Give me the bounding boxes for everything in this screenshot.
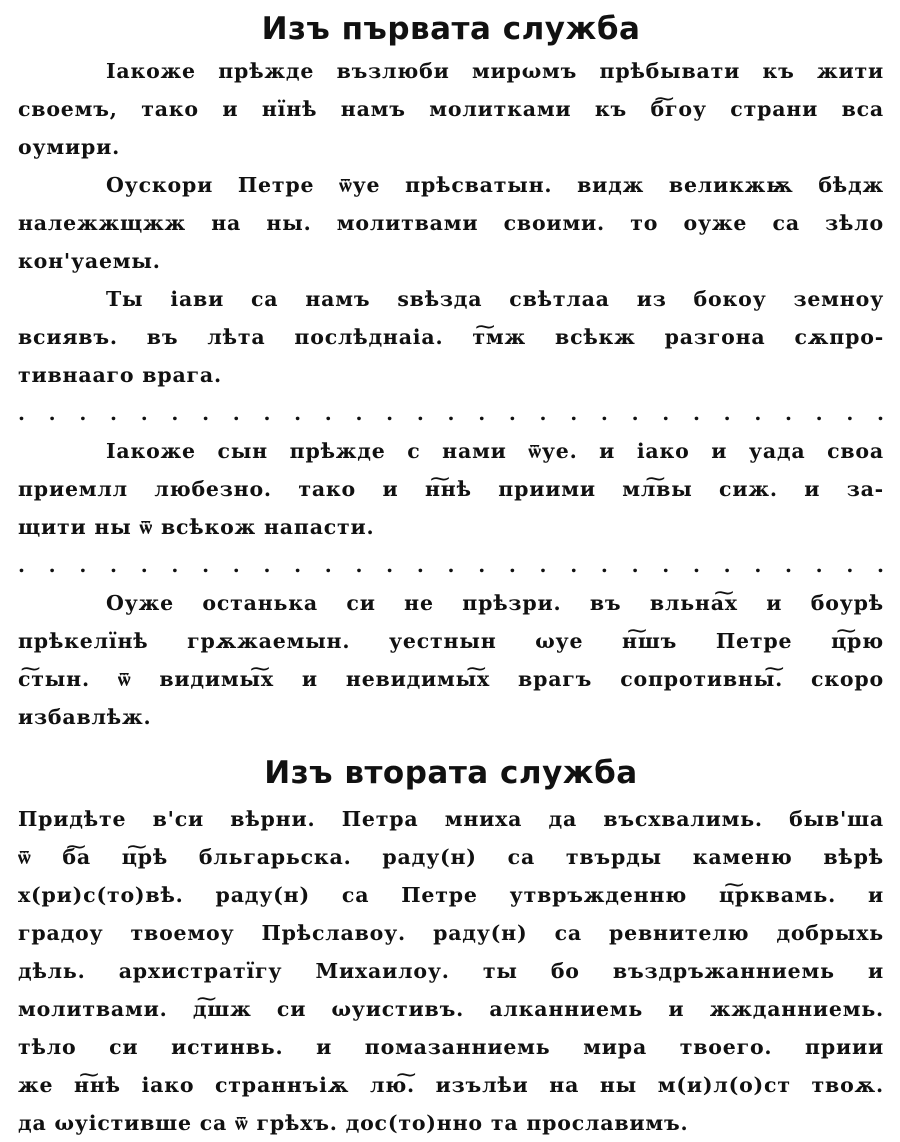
text-line: приемлл любезно. тако и н͠нѣ приими мл͠вы сиж. и за- <box>18 477 884 501</box>
text-line: Ты іави са намъ ѕвѣзда свѣтлаа из бокоу земноу <box>106 287 884 311</box>
text-line: дѣль. архистратїгу Михаилоу. ты бо въздръжанниемь и <box>18 959 884 983</box>
text-line: же н͠нѣ іако страннъіѫ лю͠. изълѣи на ны м(и)л(о)ст твоѫ. <box>18 1073 884 1097</box>
text-line: избавлѣж. <box>18 705 152 729</box>
text-line: оумири. <box>18 135 121 159</box>
text-line: Іакоже прѣжде възлюби мирωмъ прѣбывати къ жити <box>106 59 884 83</box>
text-line: кон'уаемы. <box>18 249 161 273</box>
text-line: молитвами. д͠шж си ωуистивъ. алканниемь и жжданниемь. <box>18 997 884 1021</box>
text-line: Оускори Петре ѿуе прѣсватын. видж великжѭ бѣдж <box>106 173 884 197</box>
text-line: с͠тын. ѿ видимы͠х и невидимы͠х врагъ сопротивны͠. скоро <box>18 667 884 691</box>
text-line: х(ри)с(то)вѣ. раду(н) са Петре утвръжденню ц͠рквамь. и <box>18 883 884 907</box>
text-line: належжщжж на ны. молитвами своими. то оуже са зѣло <box>18 211 884 235</box>
paragraph-6 <box>18 800 884 1142</box>
text-line: прѣкелїнѣ грѫжаемын. уестнын ωуе н͠шъ Петре ц͠рю <box>18 629 884 653</box>
paragraph-2 <box>18 166 884 280</box>
section-1-title: Изъ първата служба <box>261 11 641 47</box>
text-line: да ωуістивше са ѿ грѣхъ. дос(то)нно та прославимъ. <box>18 1111 689 1135</box>
text-line: щити ны ѿ всѣкож напасти. <box>18 515 375 539</box>
text-line: своемъ, тако и нїнѣ намъ молитками къ б͠гоу страни вса <box>18 97 884 121</box>
text-line: тивнааго врага. <box>18 363 222 387</box>
text-line: ѿ б͠а ц͠рѣ бльгарьска. раду(н) са твърды каменю вѣрѣ <box>18 845 884 869</box>
text-line: градоу твоемоу Прѣславоу. раду(н) са ревнителю добрыхь <box>18 921 884 945</box>
text-line: тѣло си истинвь. и помазанниемь мира твоего. приии <box>18 1035 884 1059</box>
section-2-title: Изъ втората служба <box>264 755 638 791</box>
paragraph-1 <box>18 52 884 166</box>
paragraph-3 <box>18 280 884 394</box>
text-line: всиявъ. въ лѣта послѣднаіа. т͠мж всѣкж разгона сѫпро- <box>18 325 884 349</box>
ellipsis-divider: . . . . . . . . . . . . . . . . . . . . . . . . . . . . . <box>18 553 884 577</box>
paragraph-4 <box>18 432 884 546</box>
paragraph-5 <box>18 584 884 736</box>
text-line: Іакоже сын прѣжде с нами ѿуе. и іако и уада своа <box>106 439 884 463</box>
document-page <box>18 6 884 1142</box>
text-line: Придѣте в'си вѣрни. Петра мниха да въсхвалимь. быв'ша <box>18 807 884 831</box>
ellipsis-divider: . . . . . . . . . . . . . . . . . . . . . . . . . . . . . <box>18 401 884 425</box>
text-line: Оуже останька си не прѣзри. въ вльна͠х и боурѣ <box>106 591 884 615</box>
